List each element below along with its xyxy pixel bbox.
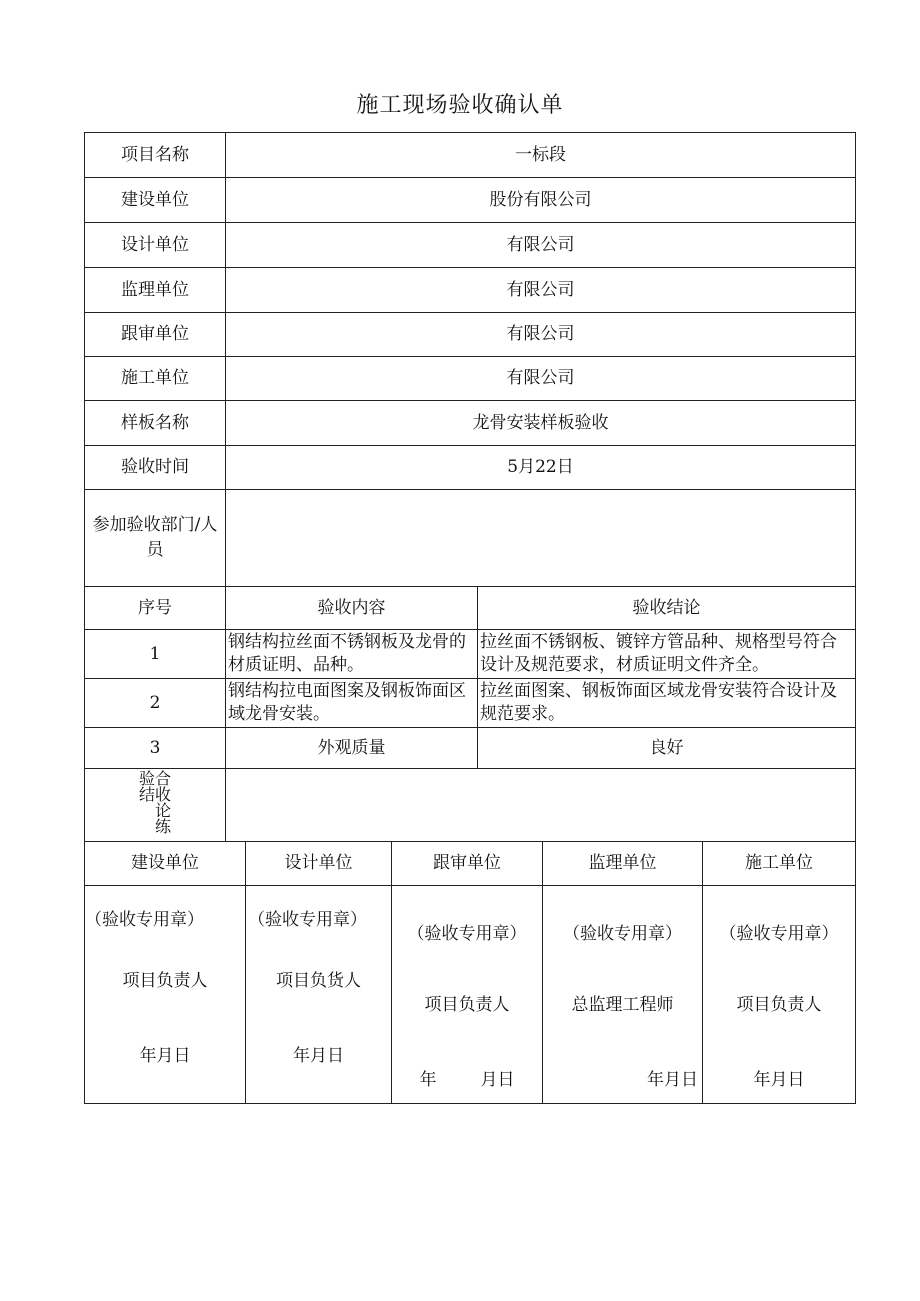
responsible-title: 项目负责人 <box>424 995 510 1015</box>
overall-label-line: 验合 <box>138 769 171 788</box>
signature-unit: 施工单位 <box>703 842 856 886</box>
signature-cell <box>246 886 392 1104</box>
acceptance-form <box>84 132 855 1104</box>
info-row <box>85 313 856 357</box>
info-row <box>85 178 856 223</box>
info-value: 股份有限公司 <box>226 178 856 223</box>
info-label: 建设单位 <box>85 178 226 223</box>
info-value: 有限公司 <box>226 268 856 313</box>
item-conclusion: 拉丝面图案、钢板饰面区域龙骨安装符合设计及规范要求。 <box>478 679 856 728</box>
stamp-text: （验收专用章） <box>719 924 839 944</box>
item-conclusion: 良好 <box>478 728 856 769</box>
signature-date: 年月日 <box>647 1070 698 1090</box>
stamp-text: （验收专用章） <box>563 924 682 944</box>
item-conclusion: 拉丝面不锈钢板、镀锌方管品种、规格型号符合设计及规范要求，材质证明文件齐全。 <box>478 630 856 679</box>
participants-label: 参加验收部门/人员 <box>85 490 226 587</box>
item-no: 1 <box>85 630 226 679</box>
date-month-day: 月日 <box>480 1070 515 1090</box>
overall-label-line: 结收 <box>138 785 171 804</box>
signature-date: 年月日 <box>293 1046 344 1066</box>
overall-label-line: 练 <box>154 817 171 836</box>
info-label: 监理单位 <box>85 268 226 313</box>
signature-row <box>85 886 856 1104</box>
items-header-no: 序号 <box>85 587 226 630</box>
info-label: 设计单位 <box>85 223 226 268</box>
responsible-title: 项目负货人 <box>276 971 361 991</box>
signature-date <box>392 1069 542 1092</box>
signature-cell <box>543 886 703 1104</box>
signature-unit: 设计单位 <box>246 842 392 886</box>
date-year: 年 <box>419 1070 437 1090</box>
overall-row <box>85 769 856 842</box>
info-value: 5月22日 <box>226 446 856 490</box>
overall-label-line: 论 <box>154 801 171 820</box>
document-title: 施工现场验收确认单 <box>356 93 564 118</box>
info-row <box>85 401 856 446</box>
info-value: 一标段 <box>226 133 856 178</box>
info-label: 跟审单位 <box>85 313 226 357</box>
info-row <box>85 133 856 178</box>
info-value: 有限公司 <box>226 357 856 401</box>
participants-value <box>226 490 856 587</box>
item-row <box>85 728 856 769</box>
signature-date: 年月日 <box>139 1046 191 1066</box>
overall-value <box>226 769 856 842</box>
info-value: 龙骨安装样板验收 <box>226 401 856 446</box>
item-row <box>85 630 856 679</box>
info-row <box>85 223 856 268</box>
item-no: 2 <box>85 679 226 728</box>
items-header-conclusion: 验收结论 <box>478 587 856 630</box>
stamp-text: （验收专用章） <box>407 924 527 944</box>
info-value: 有限公司 <box>226 223 856 268</box>
overall-label-stack <box>139 771 171 835</box>
info-label: 项目名称 <box>85 133 226 178</box>
item-no: 3 <box>85 728 226 769</box>
info-row <box>85 357 856 401</box>
items-header-row <box>85 587 856 630</box>
info-row <box>85 268 856 313</box>
item-content: 钢结构拉电面图案及钢板饰面区域龙骨安装。 <box>226 679 478 728</box>
signature-cell <box>392 886 543 1104</box>
info-label: 样板名称 <box>85 401 226 446</box>
item-content: 外观质量 <box>226 728 478 769</box>
signature-table <box>84 841 856 1104</box>
responsible-title: 总监理工程师 <box>571 995 674 1015</box>
signature-unit: 跟审单位 <box>392 842 543 886</box>
info-table <box>84 132 856 842</box>
stamp-text: （验收专用章） <box>248 910 367 930</box>
signature-cell <box>703 886 856 1104</box>
participants-row <box>85 490 856 587</box>
signature-header-row <box>85 842 856 886</box>
overall-label <box>85 769 226 842</box>
info-row <box>85 446 856 490</box>
stamp-text: （验收专用章） <box>85 910 204 930</box>
info-value: 有限公司 <box>226 313 856 357</box>
item-content: 钢结构拉丝面不锈钢板及龙骨的材质证明、品种。 <box>226 630 478 679</box>
responsible-title: 项目负责人 <box>736 995 822 1015</box>
responsible-title: 项目负责人 <box>122 971 208 991</box>
item-row <box>85 679 856 728</box>
signature-cell <box>85 886 246 1104</box>
signature-unit: 监理单位 <box>543 842 703 886</box>
info-label: 施工单位 <box>85 357 226 401</box>
info-label: 验收时间 <box>85 446 226 490</box>
signature-date: 年月日 <box>753 1070 805 1090</box>
items-header-content: 验收内容 <box>226 587 478 630</box>
signature-unit: 建设单位 <box>85 842 246 886</box>
